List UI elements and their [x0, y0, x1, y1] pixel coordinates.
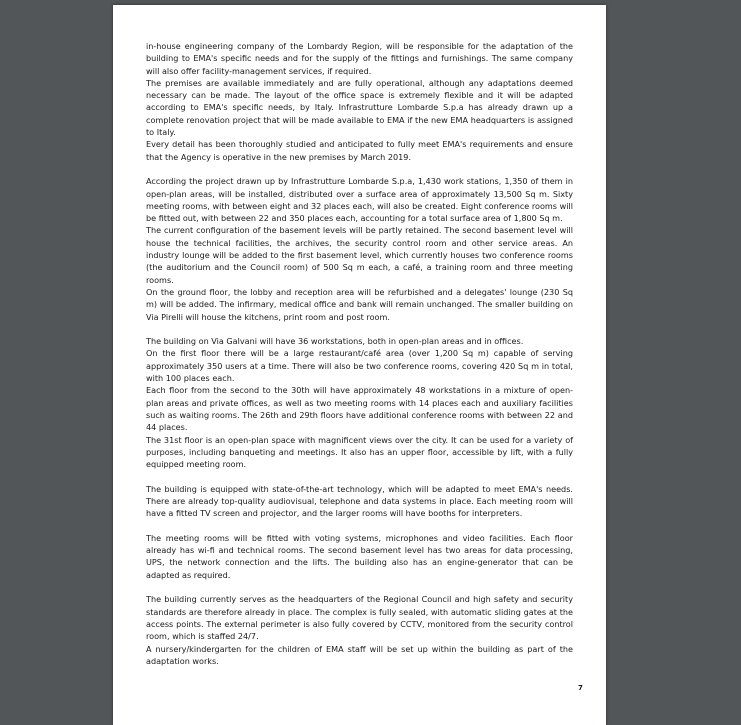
paragraph: The 31st floor is an open-plan space with magnificent views over the city. It can be used for a variety of purposes, including banqueting and meetings. It also has an upper floor, accessible by lift, with a fully equipped meeting room.: [146, 434, 573, 470]
page-number: 7: [578, 684, 583, 692]
paragraph: in-house engineering company of the Lombardy Region, will be responsible for the adaptation of the building to EMA's specific needs and for the supply of the fittings and furnishings. The same company will also offer facility-management services, if required.: [146, 41, 573, 76]
paragraph: The premises are available immediately and are fully operational, although any adaptations deemed necessary can be made. The layout of the office space is extremely flexible and it will be adapted according to EMA's specific needs, by Italy. Infrastrutture Lombarde S.p.a has already drawn up a complete renovation project that will be made available to EMA if the new EMA headquarters is assigned to Italy.: [146, 77, 573, 138]
paragraph: A nursery/kindergarten for the children of EMA staff will be set up within the building as part of the adaptation works.: [146, 643, 573, 666]
page-body: [146, 40, 573, 667]
paragraph: The building is equipped with state-of-the-art technology, which will be adapted to meet EMA's needs. There are already top-quality audiovisual, telephone and data systems in place. Each meeting room will have a fitted TV screen and projector, and the larger rooms will have booths for interpreters.: [146, 483, 573, 519]
paragraph: Every detail has been thoroughly studied and anticipated to fully meet EMA's requirements and ensure that the Agency is operative in the new premises by March 2019.: [146, 139, 573, 162]
paragraph: The building currently serves as the headquarters of the Regional Council and high safety and security standards are therefore already in place. The complex is fully sealed, with automatic sliding gates at the access points. The external perimeter is also fully covered by CCTV, monitored from the security control room, which is staffed 24/7.: [146, 594, 573, 642]
text-block: [146, 335, 573, 470]
paragraph: According the project drawn up by Infrastrutture Lombarde S.p.a, 1,430 work stations, 1,350 of them in open-plan areas, will be installed, distributed over a surface area of approximately 13,500 Sq m. Sixty meeting rooms, with between eight and 32 places each, will also be created. Eight conference rooms will be fitted out, with between 22 and 350 places each, accounting for a total surface area of 1,800 Sq m.: [146, 176, 573, 224]
text-block: [146, 593, 573, 667]
text-block: [146, 40, 573, 163]
paragraph: The current configuration of the basement levels will be partly retained. The second basement level will house the technical facilities, the archives, the security control room and other service areas. An industry lounge will be added to the first basement level, which currently houses two conference rooms (the auditorium and the Council room) of 500 Sq m each, a café, a training room and three meeting rooms.: [146, 225, 573, 285]
text-block: [146, 483, 573, 520]
paragraph: The meeting rooms will be fitted with voting systems, microphones and video facilities. Each floor already has wi-fi and technical rooms. The second basement level has two areas for data processing, UPS, the network connection and the lifts. The building also has an engine-generator that can be adapted as required.: [146, 532, 573, 580]
paragraph: On the ground floor, the lobby and reception area will be refurbished and a delegates' lounge (230 Sq m) will be added. The infirmary, medical office and bank will remain unchanged. The smaller building on Via Pirelli will house the kitchens, print room and post room.: [146, 286, 573, 322]
paragraph: The building on Via Galvani will have 36 workstations, both in open-plan areas and in offices.: [146, 336, 524, 347]
document-page: [113, 5, 606, 725]
paragraph: Each floor from the second to the 30th will have approximately 48 workstations in a mixture of open-plan areas and private offices, as well as two meeting rooms with 14 places each and auxiliary facilities such as waiting rooms. The 26th and 29th floors have additional conference rooms with between 22 and 44 places.: [146, 385, 573, 433]
text-block: [146, 532, 573, 581]
paragraph: On the first floor there will be a large restaurant/café area (over 1,200 Sq m) capable of serving approximately 350 users at a time. There will also be two conference rooms, covering 420 Sq m in total, with 100 places each.: [146, 348, 573, 384]
text-block: [146, 175, 573, 323]
